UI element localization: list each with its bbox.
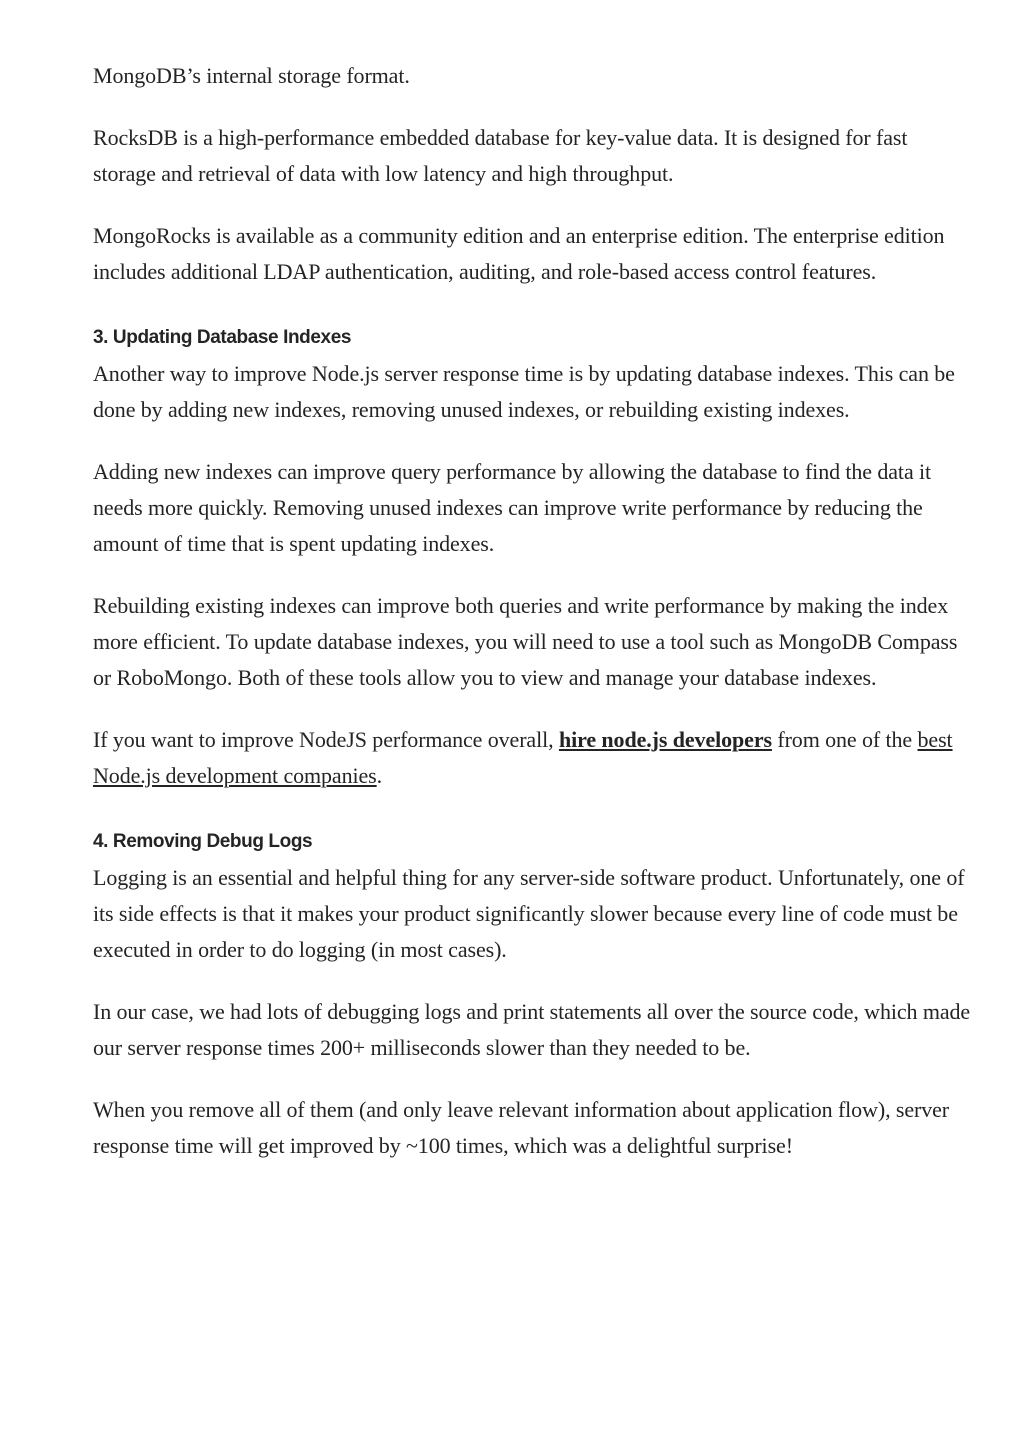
intro-paragraph-mongorocks: MongoRocks is available as a community edition and an enterprise edition. The enterprise edition includes additional LDAP authentication, auditing, and role-based access control features.: [93, 223, 945, 284]
section-heading-removing-debug-logs: 4. Removing Debug Logs: [93, 831, 313, 852]
best-nodejs-companies-link[interactable]: best Node.js development companies: [93, 727, 953, 788]
section4-paragraph-1: Logging is an essential and helpful thing for any server-side software product. Unfortunately, one of its side effects is that it makes your product significantly slower because every line of code must be executed in order to do logging (in most cases).: [93, 865, 965, 962]
section3-paragraph-3: Rebuilding existing indexes can improve both queries and write performance by making the index more efficient. To update database indexes, you will need to use a tool such as MongoDB Compass or RoboMongo. Both of these tools allow you to view and manage your database indexes.: [93, 593, 958, 690]
section4-paragraph-3: When you remove all of them (and only leave relevant information about application flow), server response time will get improved by ~100 times, which was a delightful surprise!: [93, 1097, 950, 1158]
intro-paragraph-rocksdb: RocksDB is a high-performance embedded database for key-value data. It is designed for fast storage and retrieval of data with low latency and high throughput.: [93, 125, 908, 186]
intro-paragraph-1: MongoDB’s internal storage format.: [93, 63, 410, 88]
section3-p4-text-before: If you want to improve NodeJS performance overall,: [93, 727, 559, 752]
section4-paragraph-2: In our case, we had lots of debugging logs and print statements all over the source code, which made our server response times 200+ milliseconds slower than they needed to be.: [93, 999, 971, 1060]
section3-p4-text-middle: from one of the: [771, 727, 918, 752]
article-body: [93, 58, 973, 1190]
section3-paragraph-1: Another way to improve Node.js server response time is by updating database indexes. This can be done by adding new indexes, removing unused indexes, or rebuilding existing indexes.: [93, 361, 955, 422]
section3-paragraph-4: [93, 722, 973, 794]
section3-p4-text-after: .: [376, 763, 383, 788]
section-heading-updating-indexes: 3. Updating Database Indexes: [93, 327, 352, 348]
section3-paragraph-2: Adding new indexes can improve query performance by allowing the database to find the data it needs more quickly. Removing unused indexes can improve write performance by reducing the amount of time that is spent updating indexes.: [93, 459, 932, 556]
hire-nodejs-developers-link[interactable]: hire node.js developers: [558, 727, 772, 752]
